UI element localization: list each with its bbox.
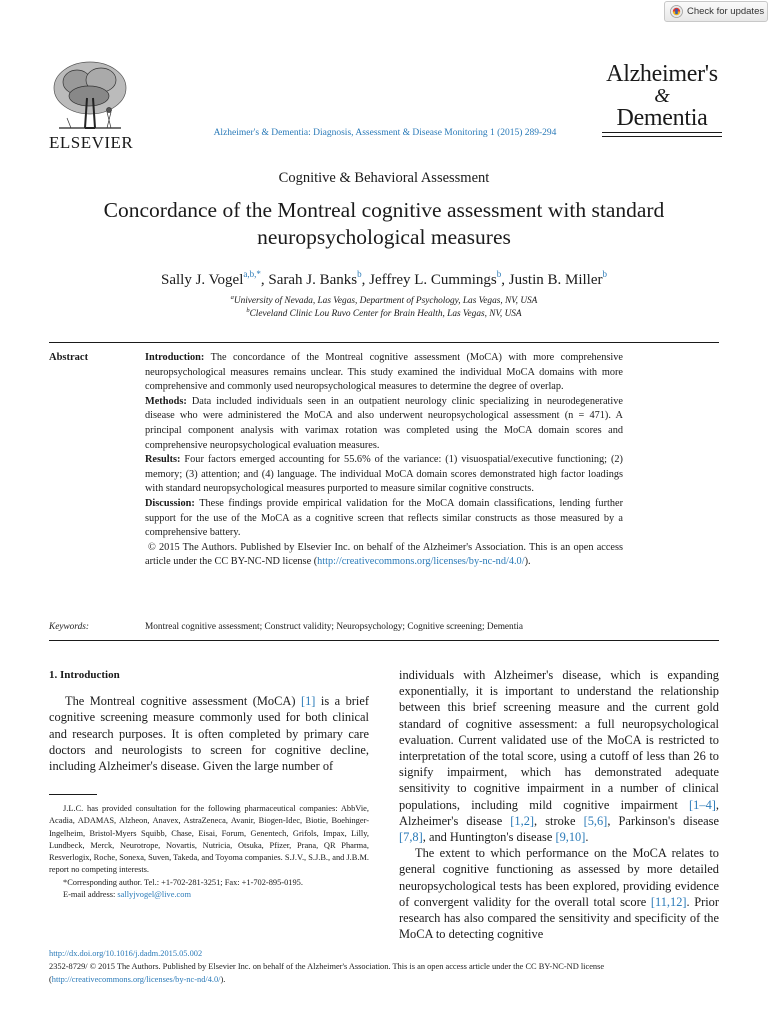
brand-line3: Dementia: [616, 105, 708, 131]
copyright-end: ).: [524, 556, 531, 568]
abstract-methods: [145, 395, 623, 453]
publisher-name: ELSEVIER: [49, 133, 134, 152]
author-separator: ,: [361, 272, 370, 288]
affiliation-a: [0, 294, 768, 306]
check-for-updates-label: Check for updates: [687, 6, 765, 17]
reference-link[interactable]: [5,6]: [583, 813, 608, 828]
abstract-discussion-heading: Discussion:: [145, 497, 195, 509]
corresponding-author-footnote: *Corresponding author. Tel.: +1-702-281-3251; Fax: +1-702-895-0195.: [63, 877, 303, 887]
check-for-updates-button[interactable]: [664, 1, 768, 22]
paragraph-text: , stroke: [534, 813, 576, 828]
paragraph-text: . Prior research has also compared the sensitivity and specificity of the MoCA to detecting cognitive: [399, 894, 719, 942]
license-link[interactable]: http://creativecommons.org/licenses/by-nc-nd/4.0/: [51, 974, 221, 984]
footnotes: [49, 803, 369, 901]
author-separator: ,: [501, 272, 509, 288]
author-name: Justin B. Miller: [508, 272, 603, 288]
author-affiliation-link[interactable]: b: [496, 269, 502, 279]
abstract-methods-text: Data included individuals seen in an outpatient neurology clinic specializing in neurodegenerative disease who were administered the MoCA and also underwent neuropsychological assessment (n = 471). A principal component analysis with varimax rotation was completed using the MoCA domain scores and comprehensive neuropsychological evaluation measures.: [145, 395, 623, 451]
crossmark-icon: [670, 5, 683, 18]
issn-license-line: [49, 961, 721, 987]
author-affiliation-link[interactable]: b: [602, 269, 608, 279]
paragraph-text: , Parkinson's disease: [607, 813, 719, 828]
disclosure-footnote: J.L.C. has provided consultation for the following pharmaceutical companies: AbbVie, Acadia, ADAMAS, Alzheon, Anavex, AstraZeneca, Avanir, Biogen-Idec, Biotie, Boehinger-Ingelheim, Bristol-Myers Squibb, Chase, Eisai, Forum, Genentech, Grifols, Impax, Lilly, Lundbeck, Merck, Neurotrope, Novartis, Nutricia, Otsuka, Pfizer, Prana, QR Pharma, Resverlogix, Roche, Sonexa, Suven, Takeda, and Toyoma companies. S.J.V., S.J.B., and J.B.M. report no competing interests.: [49, 804, 369, 875]
paragraph-text: individuals with Alzheimer's disease, which is expanding exponentially, it is important to understand the relationship between this brief screening measure and the current gold standard of cognitive assessment: a full neuropsychological evaluation. Current validated use of the MoCA is restricted to interpretation of the total score, using a cutoff of less than 26 to signify impairment, which has demonstrated adequate sensitivity to cognitive impairment in a number of clinical populations, including mild cognitive impairment: [399, 668, 719, 812]
reference-link[interactable]: [11,12]: [650, 894, 687, 909]
affiliation-text: University of Nevada, Las Vegas, Department of Psychology, Las Vegas, NV, USA: [233, 296, 538, 306]
abstract-body: [145, 351, 623, 570]
intro-paragraph-1-continued: [399, 667, 719, 845]
abstract-results-text: Four factors emerged accounting for 55.6% of the variance: (1) visuospatial/executive functioning; (2) memory; (3) attention; and (4) language. The individual MoCA domain scores demonstrated high factor loadings with standard neuropsychological measures purported to measure similar cognitive constructs.: [145, 454, 623, 495]
footnote-rule: [49, 794, 97, 795]
author-affiliation-link[interactable]: a,b,*: [243, 269, 261, 279]
intro-paragraph-1: [49, 693, 369, 774]
abstract-results: [145, 453, 623, 497]
brand-ampersand: &: [654, 85, 670, 107]
author-name: Sally J. Vogel: [160, 272, 244, 288]
abstract-intro-heading: Introduction:: [145, 352, 205, 363]
copyright-text: © 2015 The Authors. Published by Elsevier Inc. on behalf of the Alzheimer's Association. This is an open access article under the CC BY-NC-ND license (: [145, 541, 623, 568]
paragraph-text: .: [585, 830, 589, 845]
intro-paragraph-2: [399, 845, 719, 942]
author-name: Sarah J. Banks: [268, 272, 358, 288]
abstract-discussion-text: These findings provide empirical validation for the MoCA domain classifications, lending further support for the use of the MoCA as a cognitive screen that reflects similar constructs as those measured by a comprehensive battery.: [145, 497, 624, 539]
abstract-introduction: [145, 351, 623, 395]
abstract-bottom-rule: [49, 640, 719, 641]
paragraph-text: , and Huntington's disease: [422, 830, 553, 845]
issn-end: ).: [220, 974, 226, 984]
author-separator: ,: [260, 272, 269, 288]
article-category: Cognitive & Behavioral Assessment: [278, 170, 490, 186]
journal-citation-link[interactable]: Alzheimer's & Dementia: Diagnosis, Assessment & Disease Monitoring 1 (2015) 289-294: [213, 128, 557, 138]
author-affiliation-link[interactable]: b: [357, 269, 362, 279]
abstract-discussion: [145, 497, 623, 541]
affiliation-text: Cleveland Clinic Lou Ruvo Center for Brain Health, Las Vegas, NV, USA: [249, 309, 522, 319]
keywords-text: Montreal cognitive assessment; Construct validity; Neuropsychology; Cognitive screening; Dementia: [145, 622, 523, 632]
paragraph-text: is a brief cognitive screening measure commonly used for both clinical and research purposes. It is often completed by primary care doctors and neurologists to screen for cognitive decline, including Alzheimer's disease. Given the large number of: [49, 694, 369, 774]
paragraph-text: The extent to which performance on the MoCA relates to general cognitive functioning as assessed by more detailed neuropsychological tests has been explored, providing evidence of convergent validity for the overall total score: [399, 846, 719, 909]
affiliation-b: [0, 307, 768, 319]
email-label: E-mail address:: [63, 890, 118, 900]
abstract-results-heading: Results:: [145, 454, 181, 466]
abstract-top-rule: [49, 342, 719, 343]
section-heading: 1. Introduction: [49, 669, 120, 681]
abstract-label: Abstract: [49, 352, 89, 363]
page-footer: [49, 948, 721, 986]
reference-link[interactable]: [9,10]: [555, 830, 586, 845]
keywords-label: Keywords:: [49, 622, 89, 632]
email-link[interactable]: sallyjvogel@live.com: [117, 890, 191, 900]
author-name: Jeffrey L. Cummings: [369, 272, 497, 288]
paragraph-text: The Montreal cognitive assessment (MoCA): [65, 694, 296, 709]
author-list: [0, 269, 768, 289]
abstract-copyright: [145, 541, 623, 570]
license-link[interactable]: http://creativecommons.org/licenses/by-nc-nd/4.0/: [317, 556, 525, 568]
left-column: [49, 667, 369, 774]
reference-link[interactable]: [7,8]: [399, 830, 423, 845]
abstract-methods-heading: Methods:: [145, 395, 187, 407]
journal-brand-logo: [602, 62, 722, 137]
reference-link[interactable]: [1]: [300, 694, 316, 709]
doi-link[interactable]: http://dx.doi.org/10.1016/j.dadm.2015.05.002: [49, 949, 203, 958]
abstract-intro-text: The concordance of the Montreal cognitive assessment (MoCA) with more comprehensive neuropsychological measures remains unclear. This study examined the individual MoCA domains with more comprehensive and commonly used neuropsychological measures to determine the degree of overlap.: [145, 352, 623, 393]
brand-line1: Alzheimer's: [606, 61, 718, 87]
article-title: Concordance of the Montreal cognitive assessment with standard neuropsychological measures: [103, 198, 665, 249]
right-column: [399, 667, 719, 942]
affiliation-marker: b: [246, 307, 250, 314]
issn-text: 2352-8729/ © 2015 The Authors. Published by Elsevier Inc. on behalf of the Alzheimer's Association. This is an open access article under the CC BY-NC-ND license (: [49, 961, 605, 984]
reference-link[interactable]: [1,2]: [510, 813, 535, 828]
paragraph-text: , Alzheimer's disease: [399, 797, 719, 828]
affiliation-marker: a: [230, 294, 234, 301]
brand-rule: [602, 132, 722, 137]
reference-link[interactable]: [1–4]: [689, 797, 716, 812]
email-footnote: [49, 889, 369, 901]
